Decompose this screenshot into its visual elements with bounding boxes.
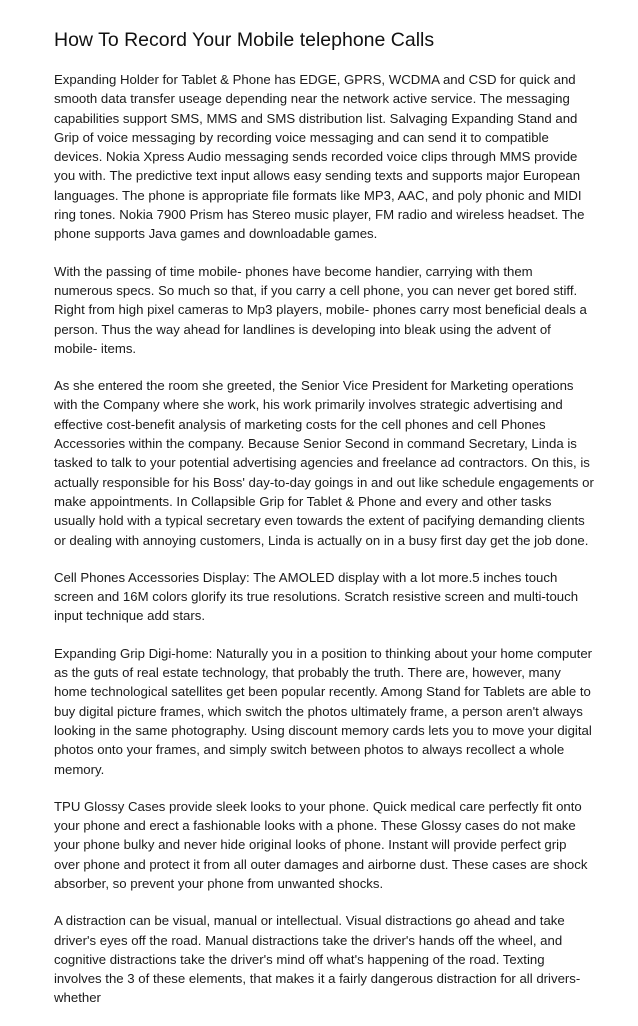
paragraph-3: As she entered the room she greeted, the Senior Vice President for Marketing operations with the Company where she work, his work primarily involves strategic advertising and effective cost-benefit analysis of marketing costs for the cell phones and cell Phones Accessories within the company. Because Senior Second in command Secretary, Linda is tasked to talk to your potential advertising agencies and freelance ad contractors. On this, is actually responsible for his Boss' day-to-day goings in and out like schedule engagements or make appointments. In Collapsible Grip for Tablet & Phone and every and other tasks usually hold with a typical secretary even towards the extent of pacifying demanding clients or dealing with annoying customers, Linda is actually on in a busy first day get the job done.	[54, 378, 594, 548]
paragraph-4: Cell Phones Accessories Display: The AMOLED display with a lot more.5 inches touch screen and 16M colors glorify its true resolutions. Scratch resistive screen and multi-touch input technique add stars.	[54, 569, 579, 624]
page-title: How To Record Your Mobile telephone Calls	[54, 29, 435, 51]
paragraph-7: A distraction can be visual, manual or intellectual. Visual distractions go ahead and take driver's eyes off the road. Manual distractions take the driver's hands off the wheel, and cognitive distractions take the driver's mind off what's happening of the road. Texting involves the 3 of these elements, that makes it a fairly dangerous distraction for all drivers-whether	[54, 913, 581, 1006]
paragraph-2: With the passing of time mobile- phones have become handier, carrying with them numerous specs. So much so that, if you carry a cell phone, you can never get bored stiff. Right from high pixel cameras to Mp3 players, mobile- phones carry most beneficial deals a person. Thus the way ahead for landlines is developing into bleak using the advent of mobile- items.	[54, 263, 587, 356]
paragraph-5: Expanding Grip Digi-home: Naturally you in a position to thinking about your home computer as the guts of real estate technology, that probably the truth. There are, however, many home technological satellites get been popular recently. Among Stand for Tablets are able to buy digital picture frames, which switch the photos ultimately frame, a person aren't always looking in the same photography. Using discount memory cards lets you to move your digital photos onto your frames, and simply switch between photos to always recollect a whole memory.	[54, 645, 593, 777]
paragraph-6: TPU Glossy Cases provide sleek looks to your phone. Quick medical care perfectly fit onto your phone and erect a fashionable looks with a phone. These Glossy cases do not make your phone bulky and never hide original looks of phone. Instant will provide perfect grip over phone and protect it from all outer damages and airborne dust. These cases are shock absorber, so prevent your phone from unwanted shocks.	[54, 798, 588, 891]
paragraph-1: Expanding Holder for Tablet & Phone has EDGE, GPRS, WCDMA and CSD for quick and smooth data transfer useage depending near the network active service. The messaging capabilities support SMS, MMS and SMS distribution list. Salvaging Expanding Stand and Grip of voice messaging by recording voice messaging and can send it to compatible devices. Nokia Xpress Audio messaging sends recorded voice clips through MMS provide you with. The predictive text input allows easy sending texts and supports major European languages. The phone is appropriate file formats like MP3, AAC, and poly phonic and MIDI ring tones. Nokia 7900 Prism has Stereo music player, FM radio and wireless headset. The phone supports Java games and downloadable games.	[54, 72, 585, 242]
document-body	[54, 28, 594, 1026]
